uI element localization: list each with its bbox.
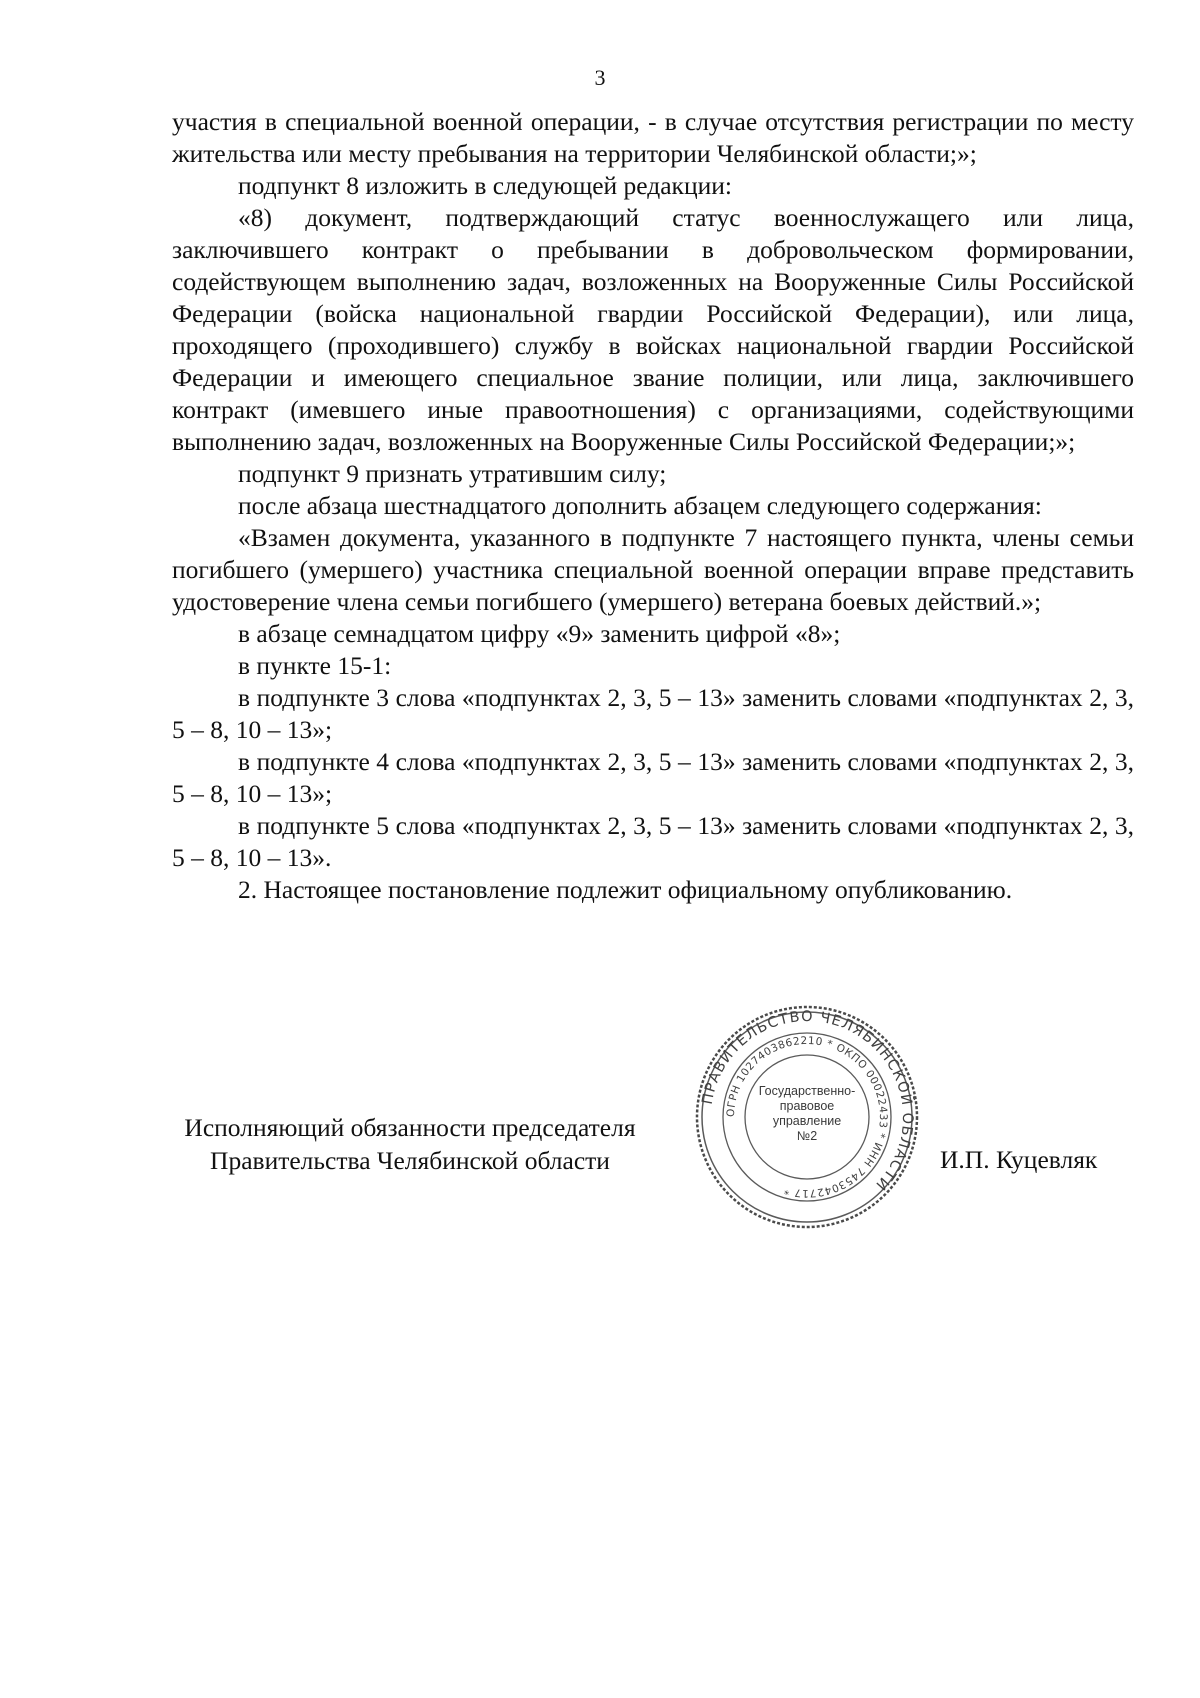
paragraph-publication: 2. Настоящее постановление подлежит официальному опубликованию. (238, 875, 1013, 904)
paragraph-seventeenth: в абзаце семнадцатом цифру «9» заменить цифрой «8»; (238, 619, 841, 648)
paragraph-point-15-1: в пункте 15-1: (238, 651, 392, 680)
signer-title (150, 1111, 670, 1177)
paragraph-subitem-9: подпункт 9 признать утратившим силу; (238, 459, 667, 488)
stamp-center-line-3: управление (772, 1114, 842, 1128)
paragraph-continuation: участия в специальной военной операции, - в случае отсутствия регистрации по месту жительства или месту пребывания на территории Челябинской области;»; (172, 107, 1134, 168)
stamp-inner-text: ОГРН 1027403862210 * ОКПО 00022433 * ИНН 7453042717 * (724, 1034, 890, 1200)
stamp-center-line-1: Государственно- (758, 1084, 856, 1098)
stamp-center-line-2: правовое (779, 1099, 835, 1113)
document-body (172, 106, 1134, 906)
signer-title-line-2: Правительства Челябинской области (210, 1146, 610, 1175)
paragraph-subitem-8-text: «8) документ, подтверждающий статус военнослужащего или лица, заключившего контракт о пребывании в добровольческом формировании, содействующем выполнению задач, возложенных на Вооруженные Силы Российской Федерации (войска национальной гвардии Российской Федерации), или лица, проходящего (проходившего) службу в войсках национальной гвардии Российской Федерации и имеющего специальное звание полиции, или лица, заключившего контракт (имевшего иные правоотношения) с организациями, содействующими выполнению задач, возложенных на Вооруженные Силы Российской Федерации;»; (172, 203, 1134, 456)
paragraph-subitem-5: в подпункте 5 слова «подпунктах 2, 3, 5 – 13» заменить словами «подпунктах 2, 3, 5 – 8, 10 – 13». (172, 811, 1134, 872)
signer-title-line-1: Исполняющий обязанности председателя (184, 1113, 636, 1142)
stamp-center-text (757, 1084, 857, 1144)
signer-name: И.П. Куцевляк (940, 1145, 1098, 1174)
stamp-outer-text: ПРАВИТЕЛЬСТВО ЧЕЛЯБИНСКОЙ ОБЛАСТИ (699, 1008, 916, 1194)
paragraph-subitem-3: в подпункте 3 слова «подпунктах 2, 3, 5 – 13» заменить словами «подпунктах 2, 3, 5 – 8, 10 – 13»; (172, 683, 1134, 744)
page-number: 3 (594, 65, 606, 90)
paragraph-subitem-8-intro: подпункт 8 изложить в следующей редакции: (238, 171, 732, 200)
stamp-center-line-4: №2 (796, 1129, 818, 1143)
official-seal-stamp (694, 1004, 920, 1230)
paragraph-instead-of-document: «Взамен документа, указанного в подпункте 7 настоящего пункта, члены семьи погибшего (умершего) участника специальной военной операции вправе представить удостоверение члена семьи погибшего (умершего) ветерана боевых действий.»; (172, 523, 1134, 616)
paragraph-after-sixteenth: после абзаца шестнадцатого дополнить абзацем следующего содержания: (238, 491, 1042, 520)
paragraph-subitem-4: в подпункте 4 слова «подпунктах 2, 3, 5 – 13» заменить словами «подпунктах 2, 3, 5 – 8, 10 – 13»; (172, 747, 1134, 808)
